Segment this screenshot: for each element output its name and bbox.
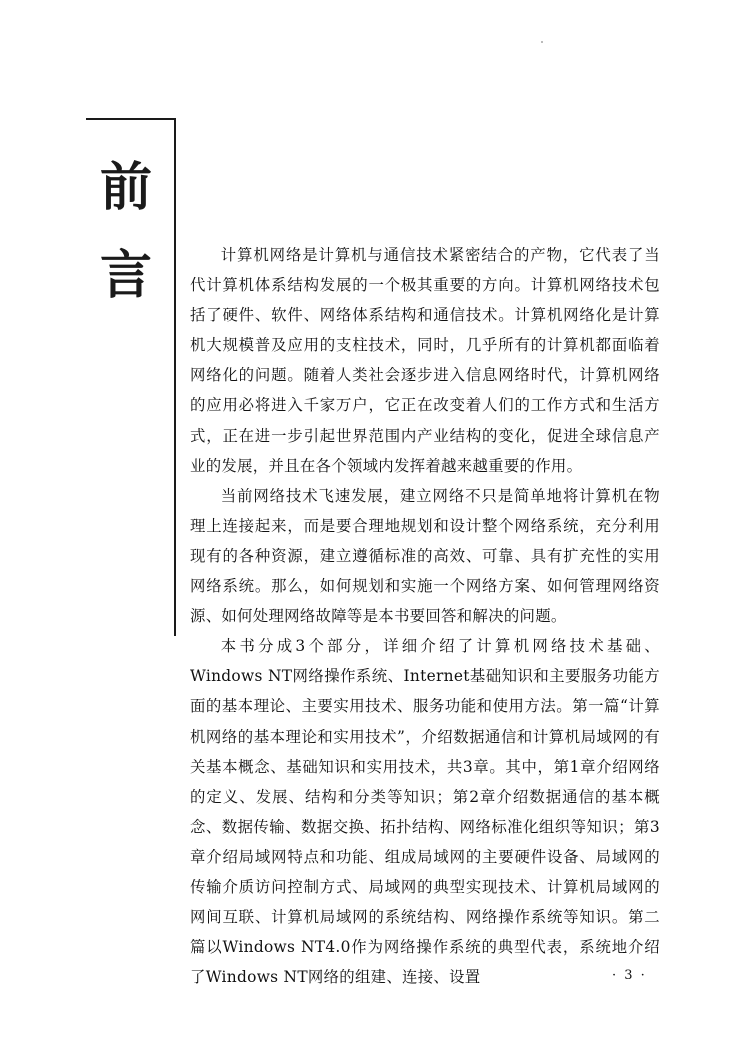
heading-char-qian: 前 — [99, 158, 152, 218]
scan-speck — [541, 41, 543, 43]
top-rule — [86, 118, 176, 120]
heading-char-yan: 言 — [99, 246, 152, 306]
paragraph-2: 当前网络技术飞速发展，建立网络不只是简单地将计算机在物理上连接起来，而是要合理地规划和设计整个网络系统，充分利用现有的各种资源，建立遵循标准的高效、可靠、具有扩充性的实用网络系统。那么，如何规划和实施一个网络方案、如何管理网络资源、如何处理网络故障等是本书要回答和解决的问题。 — [190, 486, 660, 626]
body-text — [190, 240, 660, 992]
side-rule — [174, 118, 176, 636]
paragraph-1: 计算机网络是计算机与通信技术紧密结合的产物，它代表了当代计算机体系结构发展的一个极其重要的方向。计算机网络技术包括了硬件、软件、网络体系结构和通信技术。计算机网络化是计算机大规模普及应用的支柱技术，同时，几乎所有的计算机都面临着网络化的问题。随着人类社会逐步进入信息网络时代，计算机网络的应用必将进入千家万户，它正在改变着人们的工作方式和生活方式，正在进一步引起世界范围内产业结构的变化，促进全球信息产业的发展，并且在各个领域内发挥着越来越重要的作用。 — [190, 246, 660, 475]
page-number: · 3 · — [612, 968, 647, 983]
paragraph-3: 本书分成3个部分，详细介绍了计算机网络技术基础、Windows NT网络操作系统、Internet基础知识和主要服务功能方面的基本理论、主要实用技术、服务功能和使用方法。第一篇“计算机网络的基本理论和实用技术”，介绍数据通信和计算机局域网的有关基本概念、基础知识和实用技术，共3章。其中，第1章介绍网络的定义、发展、结构和分类等知识；第2章介绍数据通信的基本概念、数据传输、数据交换、拓扑结构、网络标准化组织等知识；第3章介绍局域网特点和功能、组成局域网的主要硬件设备、局域网的传输介质访问控制方式、局域网的典型实现技术、计算机局域网的网间互联、计算机局域网的系统结构、网络操作系统等知识。第二篇以Windows NT4.0作为网络操作系统的典型代表，系统地介绍了Windows NT网络的组建、连接、设置 — [190, 637, 660, 987]
